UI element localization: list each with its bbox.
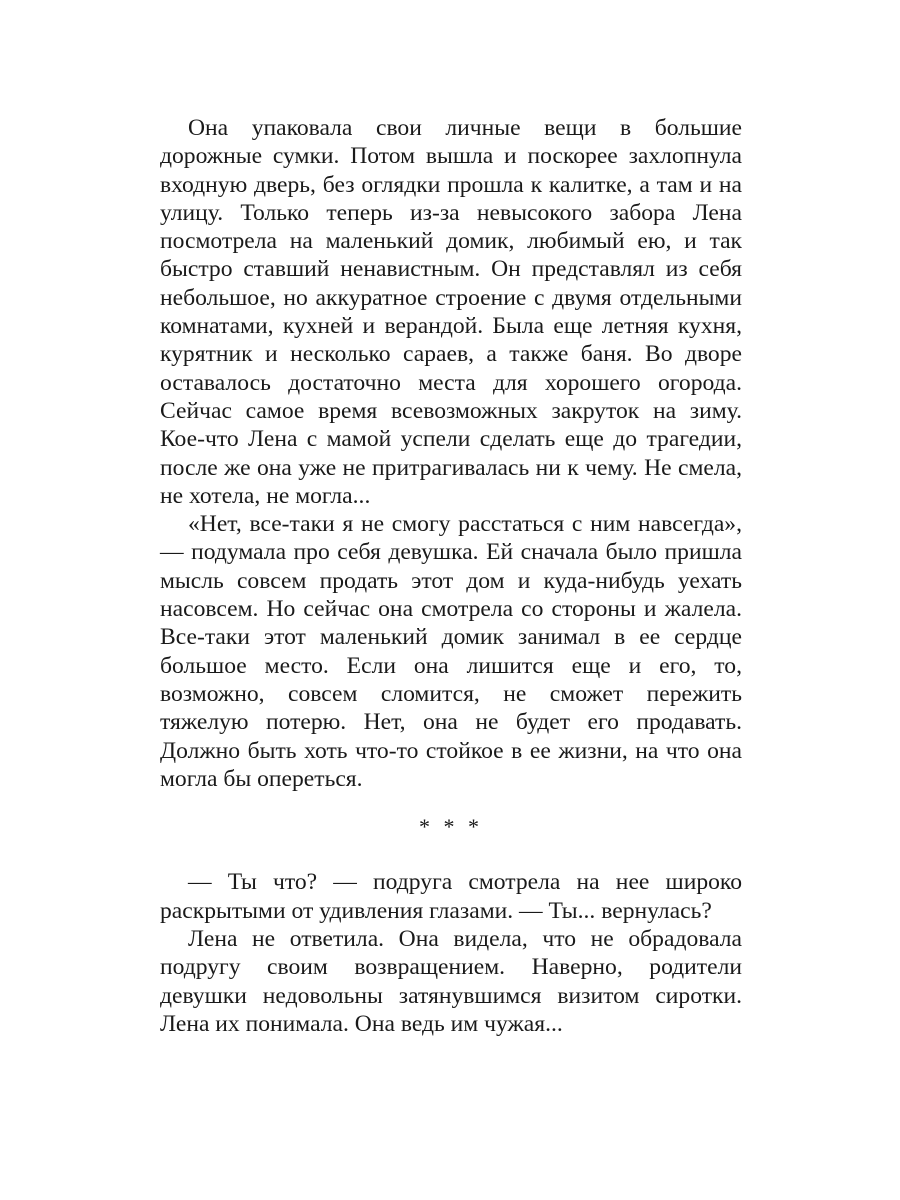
book-page xyxy=(160,114,742,1038)
paragraph-dialogue: — Ты что? — подруга смотрела на нее широко раскрытыми от удивления глазами. — Ты... вернулась? xyxy=(160,869,742,924)
paragraph-return: Лена не ответила. Она видела, что не обрадовала подругу своим возвращением. Наверно, родители девушки недовольны затянувшимся визитом сиротки. Лена их понимала. Она ведь им чужая... xyxy=(160,926,742,1037)
paragraph-decision: «Нет, все-таки я не смогу расстаться с ним навсегда», — подумала про себя девушка. Ей сначала было пришла мысль совсем продать этот дом и куда-нибудь уехать насовсем. Но сейчас она смотрела со стороны и жалела. Все-таки этот маленький домик занимал в ее сердце большое место. Если она лишится еще и его, то, возможно, совсем сломится, не сможет пережить тяжелую потерю. Нет, она не будет его продавать. Должно быть хоть что-то стойкое в ее жизни, на что она могла бы опереться. xyxy=(160,511,742,792)
paragraph-packing: Она упаковала свои личные вещи в большие дорожные сумки. Потом вышла и поскорее захлопнула входную дверь, без оглядки прошла к калитке, а там и на улицу. Только теперь из-за невысокого забора Лена посмотрела на маленький домик, любимый ею, и так быстро ставший ненавистным. Он представлял из себя небольшое, но аккуратное строение с двумя отдельными комнатами, кухней и верандой. Была еще летняя кухня, курятник и несколько сараев, а также баня. Во дворе оставалось достаточно места для хорошего огорода. Сейчас самое время всевозможных закруток на зиму. Кое-что Лена с мамой успели сделать еще до трагедии, после же она уже не притрагивалась ни к чему. Не смела, не хотела, не могла... xyxy=(160,115,742,509)
scene-separator: * * * xyxy=(419,814,483,840)
